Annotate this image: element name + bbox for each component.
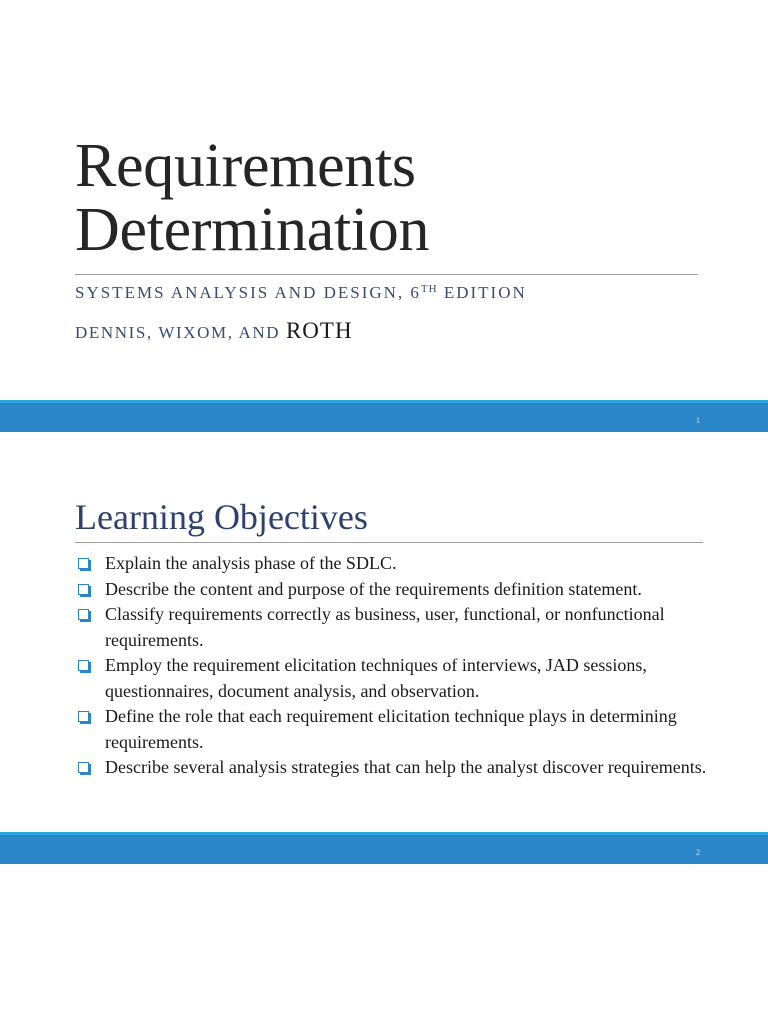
list-item bbox=[75, 577, 715, 603]
slide-footer-bar bbox=[0, 400, 768, 432]
list-item bbox=[75, 551, 715, 577]
checkbox-bullet-icon bbox=[78, 660, 89, 671]
slide-2 bbox=[0, 432, 768, 864]
book-subtitle bbox=[75, 283, 527, 303]
checkbox-bullet-icon bbox=[78, 584, 89, 595]
list-item bbox=[75, 602, 715, 653]
title-divider bbox=[75, 274, 698, 275]
list-item bbox=[75, 704, 715, 755]
checkbox-bullet-icon bbox=[78, 762, 89, 773]
objective-text: Classify requirements correctly as business, user, functional, or nonfunctional requirements. bbox=[105, 604, 665, 650]
authors-line bbox=[75, 318, 353, 344]
objective-text: Explain the analysis phase of the SDLC. bbox=[105, 553, 397, 573]
learning-objectives-heading: Learning Objectives bbox=[75, 497, 368, 537]
subtitle-edition: EDITION bbox=[437, 283, 527, 302]
objective-text: Employ the requirement elicitation techniques of interviews, JAD sessions, questionnaires, document analysis, and observation. bbox=[105, 655, 647, 701]
slide-title bbox=[75, 134, 429, 262]
heading-divider bbox=[75, 542, 703, 543]
slide-1 bbox=[0, 0, 768, 432]
checkbox-bullet-icon bbox=[78, 711, 89, 722]
checkbox-bullet-icon bbox=[78, 558, 89, 569]
slide-footer-bar bbox=[0, 832, 768, 864]
page-number: 2 bbox=[696, 848, 700, 857]
checkbox-bullet-icon bbox=[78, 609, 89, 620]
authors-prefix: DENNIS, WIXOM, AND bbox=[75, 323, 286, 342]
page-number: 1 bbox=[696, 416, 700, 425]
title-line-2: Determination bbox=[75, 196, 430, 264]
objectives-list bbox=[75, 551, 715, 781]
list-item bbox=[75, 755, 715, 781]
subtitle-text: SYSTEMS ANALYSIS AND DESIGN, 6 bbox=[75, 283, 421, 302]
objective-text: Describe the content and purpose of the requirements definition statement. bbox=[105, 578, 642, 599]
author-last: ROTH bbox=[285, 318, 353, 343]
title-line-1: Requirements bbox=[75, 132, 416, 200]
objective-text: Define the role that each requirement elicitation technique plays in determining requirements. bbox=[105, 706, 677, 752]
list-item bbox=[75, 653, 715, 704]
objective-text: Describe several analysis strategies that can help the analyst discover requirements. bbox=[105, 757, 707, 777]
subtitle-superscript: TH bbox=[420, 283, 438, 295]
